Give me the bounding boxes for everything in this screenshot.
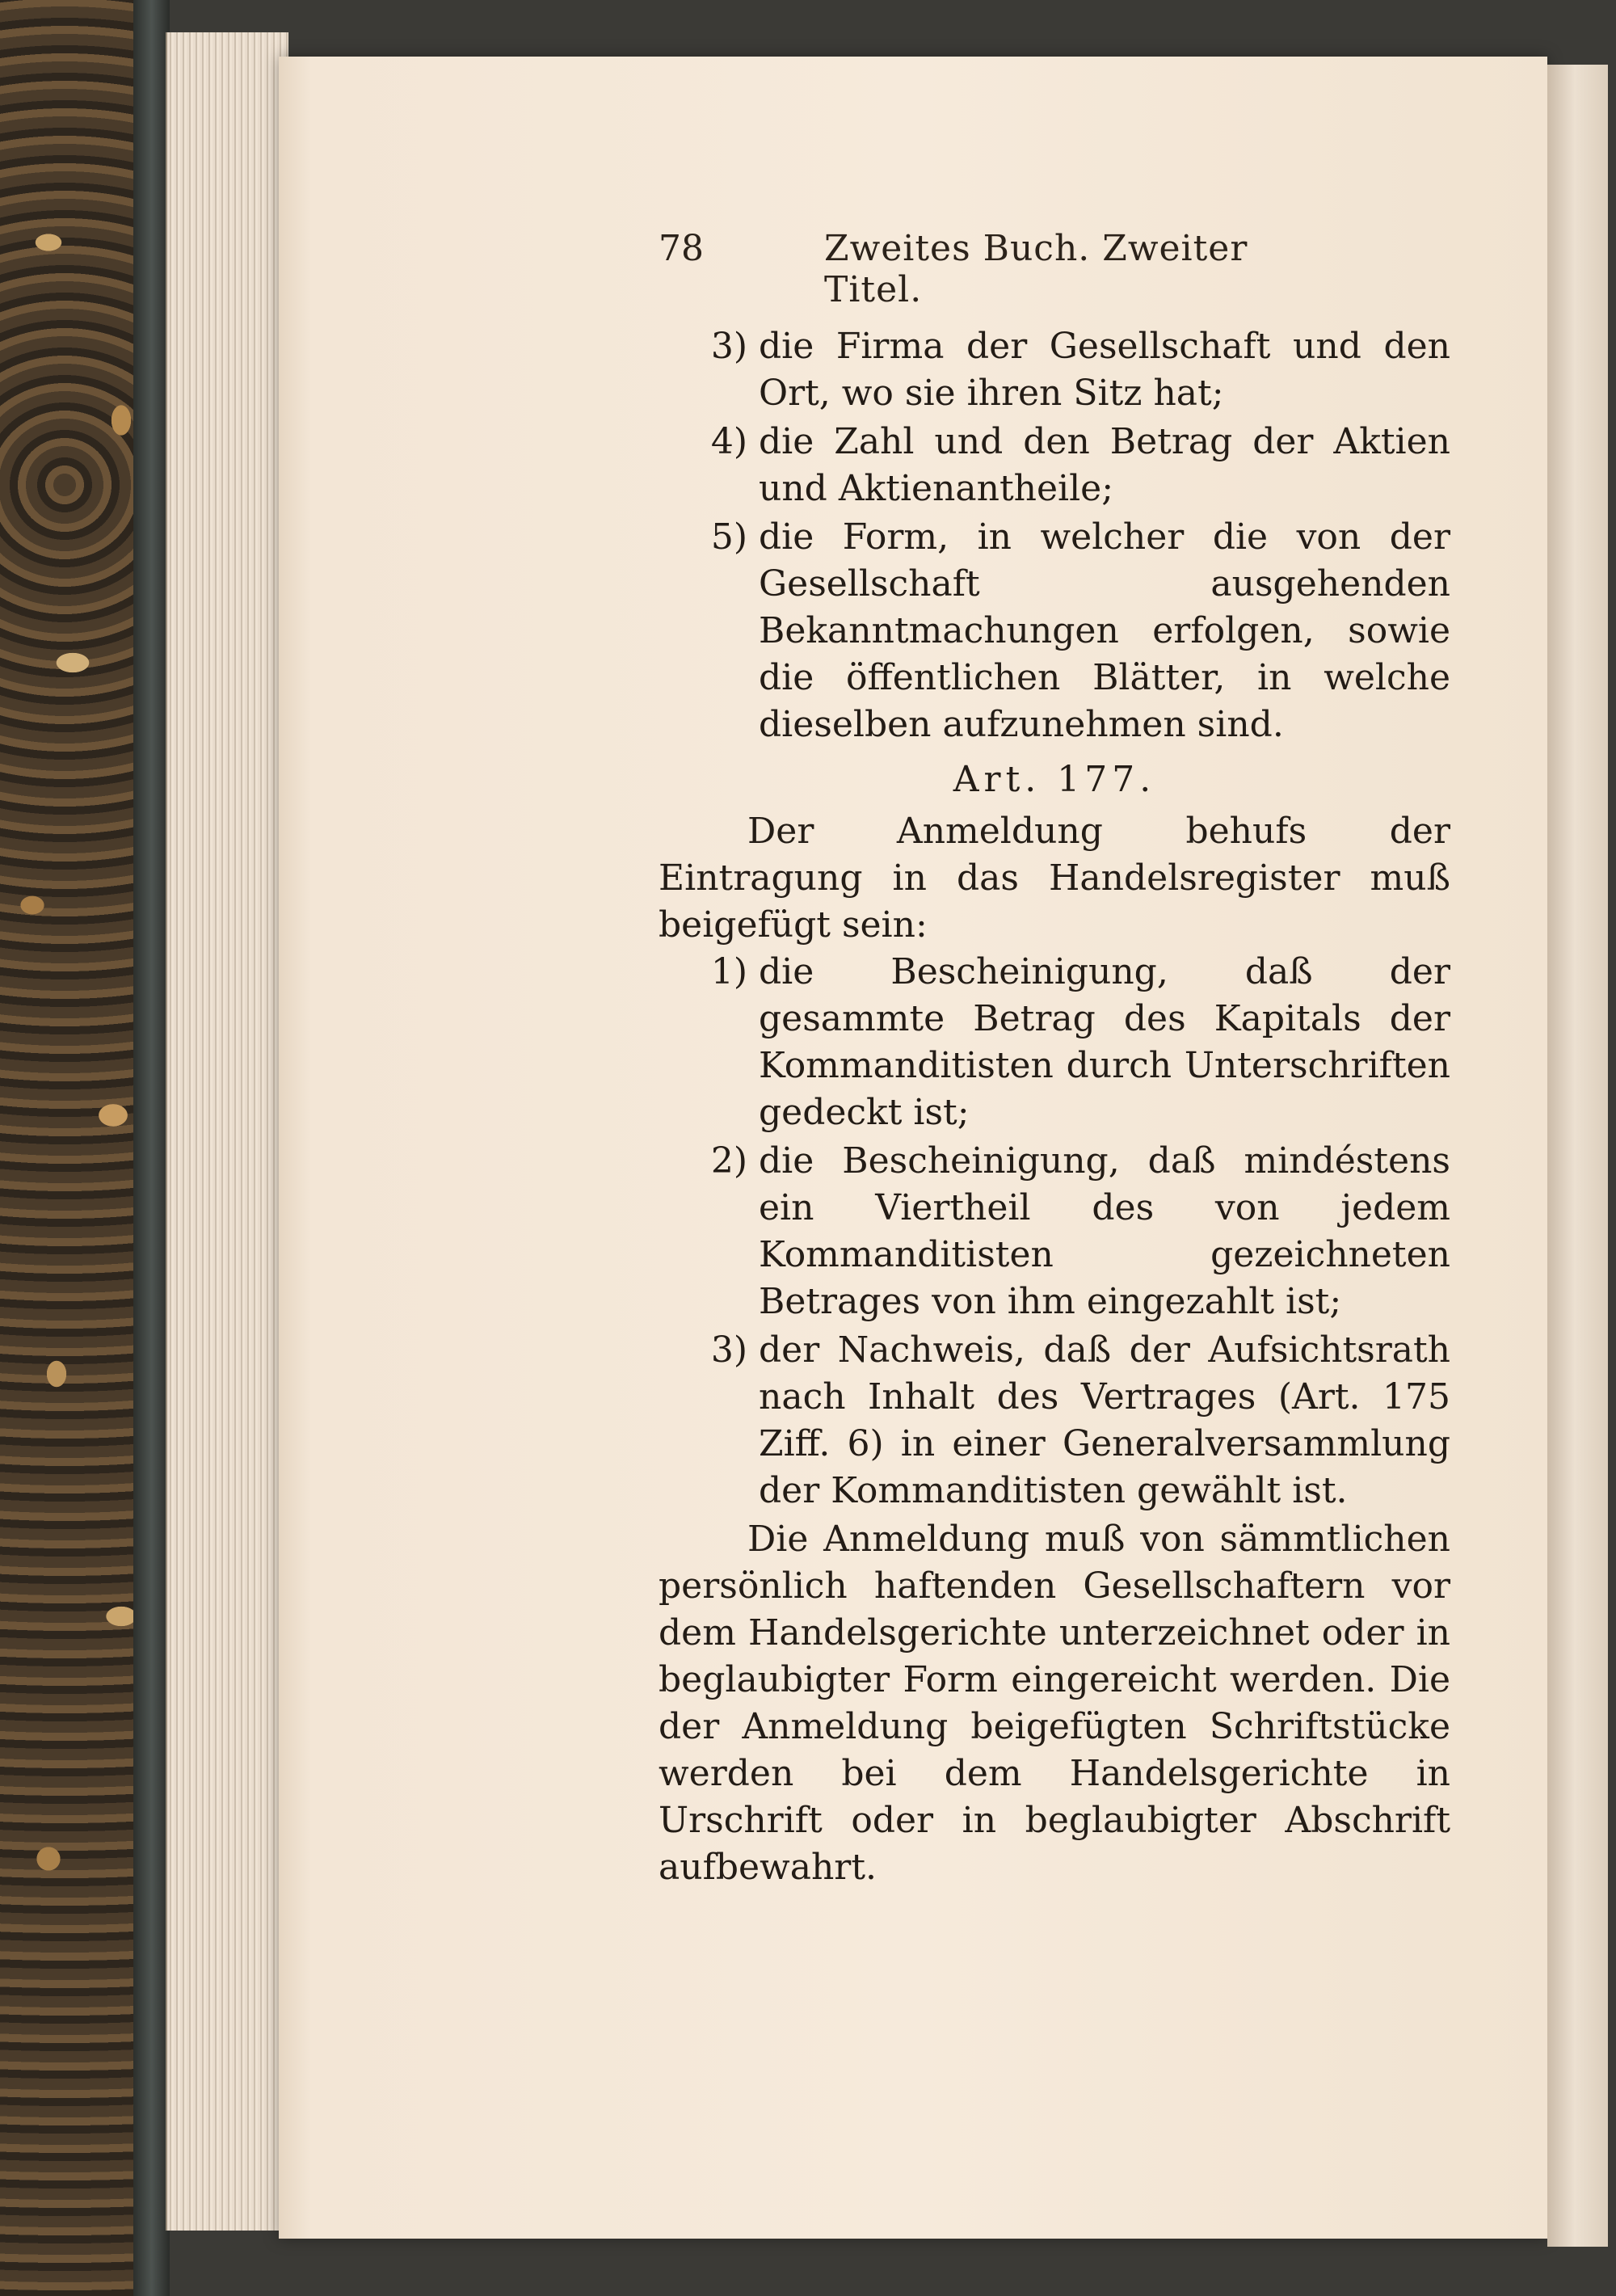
list-item-text: die Bescheinigung, daß mindéstens ein Viertheil des von jedem Kommanditisten gezeichneten Betrages von ihm eingezahlt ist;: [759, 1140, 1450, 1322]
list-item: [659, 1138, 1450, 1325]
page-number: 78: [659, 228, 704, 269]
list-item-text: die Firma der Gesellschaft und den Ort, wo sie ihren Sitz hat;: [759, 326, 1450, 414]
list-item: [659, 1327, 1450, 1515]
list-item-text: die Zahl und den Betrag der Aktien und Aktienantheile;: [759, 421, 1450, 509]
list-item: [659, 514, 1450, 748]
list-item-text: die Bescheinigung, daß der gesammte Betrag des Kapitals der Kommanditisten durch Unterschriften gedeckt ist;: [759, 951, 1450, 1133]
article-closing-paragraph: Die Anmeldung muß von sämmtlichen persönlich haftenden Gesellschaftern vor dem Handelsgerichte unterzeichnet oder in beglaubigter Form eingereicht werden. Die der Anmeldung beigefügten Schriftstücke werden bei dem Handelsgerichte in Urschrift oder in beglaubigter Abschrift aufbewahrt.: [659, 1519, 1450, 1888]
list-item: [659, 419, 1450, 512]
page-stack: [166, 32, 288, 2231]
list-item-number: 3): [710, 1329, 747, 1371]
list-item-number: 1): [710, 951, 747, 992]
list-item: [659, 323, 1450, 417]
running-title: Zweites Buch. Zweiter Titel.: [824, 228, 1248, 310]
article-heading: Art. 177.: [953, 759, 1156, 800]
list-item-number: 2): [710, 1140, 747, 1182]
list-item-text: die Form, in welcher die von der Gesellschaft ausgehenden Bekanntmachungen erfolgen, sowie die öffentlichen Blätter, in welche dieselben aufzunehmen sind.: [759, 516, 1450, 745]
list-item-number: 3): [710, 326, 747, 367]
list-item-number: 4): [710, 421, 747, 462]
list-item: [659, 949, 1450, 1136]
article-intro: Der Anmeldung behufs der Eintragung in das Handelsregister muß beigefügt sein:: [659, 811, 1450, 946]
list-item-number: 5): [710, 516, 747, 558]
background-strip: [1608, 65, 1616, 2247]
adjacent-page-edge: [1547, 65, 1616, 2247]
cover-spine-edge: [133, 0, 170, 2296]
body-content: [659, 323, 1450, 1891]
list-item-text: der Nachweis, daß der Aufsichtsrath nach Inhalt des Vertrages (Art. 175 Ziff. 6) in einer Generalversammlung der Kommanditisten gewählt ist.: [759, 1329, 1450, 1511]
